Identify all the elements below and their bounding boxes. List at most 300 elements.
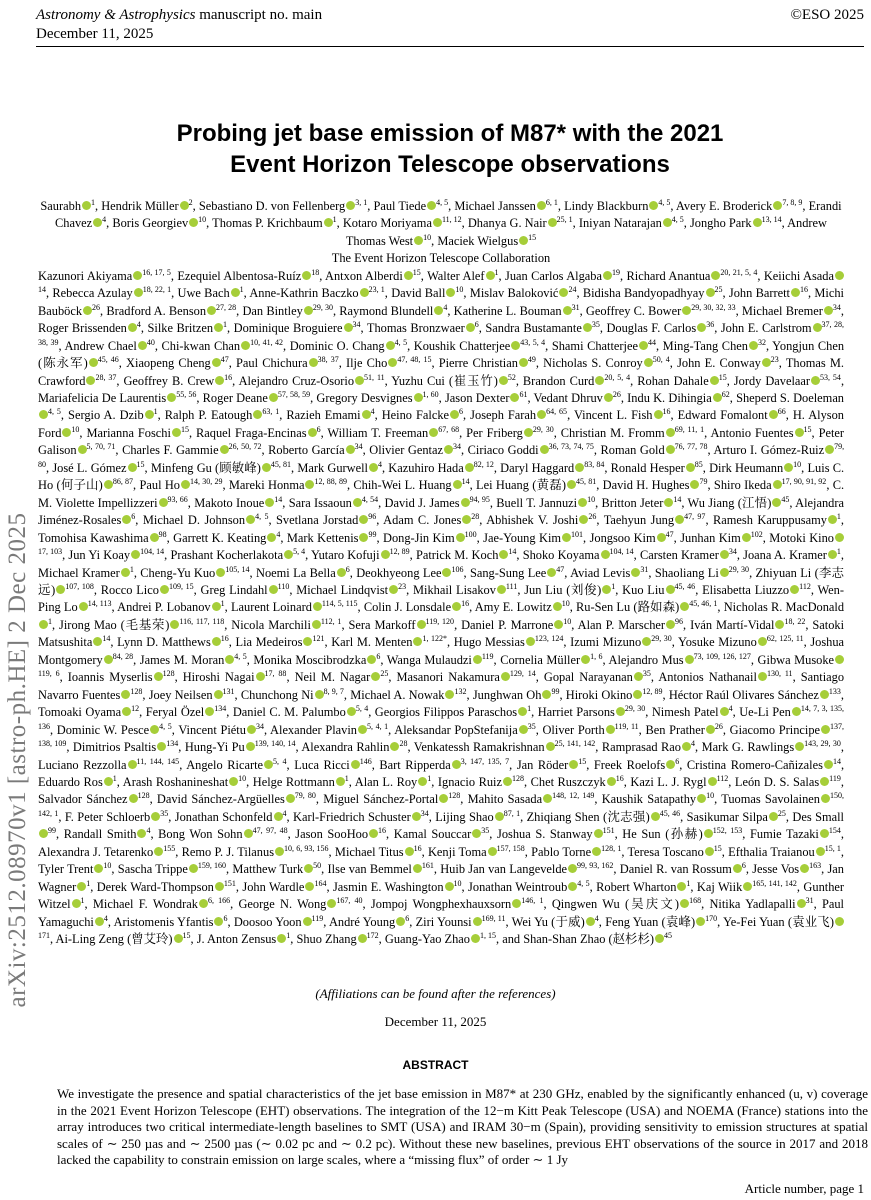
orcid-icon[interactable]	[189, 218, 198, 227]
orcid-icon[interactable]	[212, 637, 221, 646]
author-name: Katherine L. Bouman	[453, 303, 562, 318]
orcid-icon[interactable]	[241, 341, 250, 350]
orcid-icon[interactable]	[337, 568, 346, 577]
affiliation-numbers: 79	[699, 477, 708, 487]
orcid-icon[interactable]	[128, 323, 137, 332]
orcid-icon[interactable]	[697, 794, 706, 803]
orcid-icon[interactable]	[225, 655, 234, 664]
orcid-icon[interactable]	[145, 410, 154, 419]
orcid-icon[interactable]	[835, 655, 844, 664]
orcid-icon[interactable]	[713, 393, 722, 402]
orcid-icon[interactable]	[540, 445, 549, 454]
orcid-icon[interactable]	[303, 917, 312, 926]
orcid-icon[interactable]	[72, 899, 81, 908]
orcid-icon[interactable]	[138, 341, 147, 350]
orcid-icon[interactable]	[434, 306, 443, 315]
orcid-icon[interactable]	[461, 498, 470, 507]
orcid-icon[interactable]	[762, 358, 771, 367]
orcid-icon[interactable]	[433, 218, 442, 227]
orcid-icon[interactable]	[160, 585, 169, 594]
affiliation-numbers: 5, 4	[273, 756, 287, 766]
orcid-icon[interactable]	[710, 376, 719, 385]
author-name: Heino Falcke	[381, 408, 450, 423]
orcid-icon[interactable]	[450, 410, 459, 419]
affiliation-numbers: 17, 88	[264, 669, 287, 679]
orcid-icon[interactable]	[800, 864, 809, 873]
orcid-icon[interactable]	[820, 690, 829, 699]
orcid-icon[interactable]	[473, 655, 482, 664]
orcid-icon[interactable]	[567, 480, 576, 489]
orcid-icon[interactable]	[835, 917, 844, 926]
author-name: Ilse van Bemmel	[327, 862, 412, 877]
orcid-icon[interactable]	[606, 725, 615, 734]
orcid-icon[interactable]	[381, 550, 390, 559]
orcid-icon[interactable]	[445, 882, 454, 891]
orcid-icon[interactable]	[568, 864, 577, 873]
orcid-icon[interactable]	[820, 777, 829, 786]
orcid-icon[interactable]	[705, 847, 714, 856]
orcid-icon[interactable]	[89, 358, 98, 367]
orcid-icon[interactable]	[95, 917, 104, 926]
orcid-icon[interactable]	[720, 707, 729, 716]
orcid-icon[interactable]	[264, 760, 273, 769]
orcid-icon[interactable]	[181, 480, 190, 489]
orcid-icon[interactable]	[418, 777, 427, 786]
orcid-icon[interactable]	[159, 498, 168, 507]
orcid-icon[interactable]	[358, 725, 367, 734]
orcid-icon[interactable]	[524, 428, 533, 437]
affiliation-numbers: 47, 48, 15	[397, 355, 432, 365]
orcid-icon[interactable]	[592, 847, 601, 856]
orcid-icon[interactable]	[427, 201, 436, 210]
orcid-icon[interactable]	[685, 655, 694, 664]
orcid-icon[interactable]	[603, 271, 612, 280]
orcid-icon[interactable]	[39, 829, 48, 838]
orcid-icon[interactable]	[569, 760, 578, 769]
orcid-icon[interactable]	[634, 672, 643, 681]
author-entry	[680, 531, 763, 545]
orcid-icon[interactable]	[412, 812, 421, 821]
orcid-icon[interactable]	[835, 271, 844, 280]
orcid-icon[interactable]	[82, 201, 91, 210]
orcid-icon[interactable]	[274, 812, 283, 821]
author-name: Vincent Piétu	[178, 722, 246, 737]
orcid-icon[interactable]	[697, 323, 706, 332]
orcid-icon[interactable]	[362, 410, 371, 419]
orcid-icon[interactable]	[39, 620, 48, 629]
orcid-icon[interactable]	[77, 882, 86, 891]
orcid-icon[interactable]	[633, 690, 642, 699]
orcid-icon[interactable]	[562, 533, 571, 542]
orcid-icon[interactable]	[78, 445, 87, 454]
orcid-icon[interactable]	[511, 341, 520, 350]
orcid-icon[interactable]	[93, 218, 102, 227]
orcid-icon[interactable]	[122, 515, 131, 524]
orcid-icon[interactable]	[269, 393, 278, 402]
author-entry	[750, 827, 841, 841]
orcid-icon[interactable]	[199, 899, 208, 908]
orcid-icon[interactable]	[346, 201, 355, 210]
orcid-icon[interactable]	[749, 341, 758, 350]
orcid-icon[interactable]	[825, 445, 834, 454]
orcid-icon[interactable]	[269, 585, 278, 594]
orcid-icon[interactable]	[792, 707, 801, 716]
orcid-icon[interactable]	[324, 218, 333, 227]
orcid-icon[interactable]	[579, 515, 588, 524]
orcid-icon[interactable]	[214, 323, 223, 332]
orcid-icon[interactable]	[733, 864, 742, 873]
orcid-icon[interactable]	[128, 463, 137, 472]
orcid-icon[interactable]	[664, 498, 673, 507]
orcid-icon[interactable]	[346, 445, 355, 454]
author-entry	[544, 670, 651, 684]
affiliation-numbers: 161	[421, 861, 434, 871]
orcid-icon[interactable]	[302, 271, 311, 280]
orcid-icon[interactable]	[414, 393, 423, 402]
orcid-icon[interactable]	[275, 847, 284, 856]
orcid-icon[interactable]	[537, 410, 546, 419]
orcid-icon[interactable]	[503, 777, 512, 786]
orcid-icon[interactable]	[216, 568, 225, 577]
affiliation-numbers: 25	[380, 669, 389, 679]
orcid-icon[interactable]	[501, 672, 510, 681]
orcid-icon[interactable]	[129, 794, 138, 803]
orcid-icon[interactable]	[642, 637, 651, 646]
orcid-icon[interactable]	[128, 760, 137, 769]
orcid-icon[interactable]	[797, 899, 806, 908]
orcid-icon[interactable]	[811, 376, 820, 385]
orcid-icon[interactable]	[472, 829, 481, 838]
affiliation-numbers: 1	[239, 285, 244, 295]
author-name: Junhan Kim	[680, 530, 741, 545]
orcid-icon[interactable]	[512, 899, 521, 908]
orcid-icon[interactable]	[499, 376, 508, 385]
affiliation-numbers: 101	[571, 529, 584, 539]
orcid-icon[interactable]	[371, 672, 380, 681]
orcid-icon[interactable]	[413, 864, 422, 873]
orcid-icon[interactable]	[773, 201, 782, 210]
orcid-icon[interactable]	[769, 812, 778, 821]
orcid-icon[interactable]	[389, 585, 398, 594]
orcid-icon[interactable]	[256, 672, 265, 681]
orcid-icon[interactable]	[553, 602, 562, 611]
orcid-icon[interactable]	[150, 725, 159, 734]
orcid-icon[interactable]	[657, 533, 666, 542]
journal-name: Astronomy & Astrophysics	[36, 7, 196, 23]
orcid-icon[interactable]	[439, 794, 448, 803]
orcid-icon[interactable]	[743, 882, 752, 891]
orcid-icon[interactable]	[452, 602, 461, 611]
orcid-icon[interactable]	[360, 288, 369, 297]
orcid-icon[interactable]	[244, 829, 253, 838]
orcid-icon[interactable]	[548, 218, 557, 227]
orcid-icon[interactable]	[369, 829, 378, 838]
orcid-icon[interactable]	[821, 725, 830, 734]
author-name: Mark G. Rawlings	[701, 740, 795, 755]
orcid-icon[interactable]	[835, 533, 844, 542]
orcid-icon[interactable]	[680, 899, 689, 908]
orcid-icon[interactable]	[465, 463, 474, 472]
orcid-icon[interactable]	[253, 410, 262, 419]
orcid-icon[interactable]	[344, 323, 353, 332]
orcid-icon[interactable]	[133, 271, 142, 280]
orcid-icon[interactable]	[180, 201, 189, 210]
orcid-icon[interactable]	[122, 707, 131, 716]
orcid-icon[interactable]	[336, 777, 345, 786]
orcid-icon[interactable]	[720, 550, 729, 559]
orcid-icon[interactable]	[594, 829, 603, 838]
orcid-icon[interactable]	[604, 393, 613, 402]
orcid-icon[interactable]	[157, 742, 166, 751]
orcid-icon[interactable]	[262, 463, 271, 472]
orcid-icon[interactable]	[828, 515, 837, 524]
orcid-icon[interactable]	[405, 847, 414, 856]
orcid-icon[interactable]	[452, 760, 461, 769]
orcid-icon[interactable]	[795, 742, 804, 751]
orcid-icon[interactable]	[704, 829, 713, 838]
author-name: Jae-Young Kim	[483, 530, 562, 545]
orcid-icon[interactable]	[79, 602, 88, 611]
orcid-icon[interactable]	[655, 934, 664, 943]
orcid-icon[interactable]	[666, 585, 675, 594]
orcid-icon[interactable]	[537, 201, 546, 210]
orcid-icon[interactable]	[386, 341, 395, 350]
orcid-icon[interactable]	[212, 358, 221, 367]
orcid-icon[interactable]	[309, 358, 318, 367]
orcid-icon[interactable]	[456, 533, 465, 542]
orcid-icon[interactable]	[639, 341, 648, 350]
orcid-icon[interactable]	[602, 585, 611, 594]
orcid-icon[interactable]	[172, 428, 181, 437]
orcid-icon[interactable]	[568, 882, 577, 891]
orcid-icon[interactable]	[174, 934, 183, 943]
orcid-icon[interactable]	[358, 934, 367, 943]
orcid-icon[interactable]	[313, 602, 322, 611]
orcid-icon[interactable]	[686, 463, 695, 472]
orcid-icon[interactable]	[312, 620, 321, 629]
orcid-icon[interactable]	[286, 794, 295, 803]
orcid-icon[interactable]	[666, 760, 675, 769]
author-name: Dominic W. Pesce	[56, 722, 150, 737]
orcid-icon[interactable]	[359, 515, 368, 524]
author-name: Joseph Farah	[470, 408, 537, 423]
orcid-icon[interactable]	[444, 445, 453, 454]
orcid-icon[interactable]	[284, 550, 293, 559]
orcid-icon[interactable]	[682, 306, 691, 315]
orcid-icon[interactable]	[473, 917, 482, 926]
orcid-icon[interactable]	[563, 306, 572, 315]
author-name: Daniel R. van Rossum	[619, 862, 732, 877]
orcid-icon[interactable]	[466, 323, 475, 332]
orcid-icon[interactable]	[308, 428, 317, 437]
orcid-icon[interactable]	[104, 655, 113, 664]
orcid-icon[interactable]	[396, 917, 405, 926]
orcid-icon[interactable]	[347, 707, 356, 716]
orcid-icon[interactable]	[134, 288, 143, 297]
orcid-icon[interactable]	[205, 707, 214, 716]
orcid-icon[interactable]	[753, 218, 762, 227]
orcid-icon[interactable]	[784, 463, 793, 472]
orcid-icon[interactable]	[220, 445, 229, 454]
orcid-icon[interactable]	[429, 428, 438, 437]
affiliation-numbers: 167, 40	[336, 896, 363, 906]
orcid-icon[interactable]	[654, 410, 663, 419]
orcid-icon[interactable]	[758, 637, 767, 646]
orcid-icon[interactable]	[315, 690, 324, 699]
orcid-icon[interactable]	[453, 480, 462, 489]
orcid-icon[interactable]	[828, 550, 837, 559]
orcid-icon[interactable]	[820, 829, 829, 838]
orcid-icon[interactable]	[578, 498, 587, 507]
orcid-icon[interactable]	[791, 288, 800, 297]
orcid-icon[interactable]	[471, 934, 480, 943]
orcid-icon[interactable]	[519, 358, 528, 367]
orcid-icon[interactable]	[607, 777, 616, 786]
author-entry	[658, 670, 792, 684]
orcid-icon[interactable]	[706, 288, 715, 297]
orcid-icon[interactable]	[131, 550, 140, 559]
affiliation-numbers: 29, 30	[728, 564, 750, 574]
author-entry	[333, 880, 462, 894]
orcid-icon[interactable]	[790, 585, 799, 594]
orcid-icon[interactable]	[104, 777, 113, 786]
orcid-icon[interactable]	[769, 410, 778, 419]
author-name: Brandon Curd	[522, 373, 595, 388]
title-line-1: Probing jet base emission of M87* with the 2021	[176, 120, 724, 147]
orcid-icon[interactable]	[353, 498, 362, 507]
orcid-icon[interactable]	[212, 602, 221, 611]
orcid-icon[interactable]	[821, 794, 830, 803]
author-entry	[289, 496, 378, 510]
orcid-icon[interactable]	[546, 742, 555, 751]
orcid-icon[interactable]	[824, 760, 833, 769]
orcid-icon[interactable]	[367, 655, 376, 664]
orcid-icon[interactable]	[631, 568, 640, 577]
orcid-icon[interactable]	[554, 620, 563, 629]
orcid-icon[interactable]	[795, 428, 804, 437]
orcid-icon[interactable]	[708, 777, 717, 786]
orcid-icon[interactable]	[83, 306, 92, 315]
author-entry	[38, 391, 196, 405]
orcid-icon[interactable]	[773, 480, 782, 489]
affiliation-numbers: 4	[728, 704, 733, 714]
orcid-icon[interactable]	[720, 568, 729, 577]
orcid-icon[interactable]	[526, 637, 535, 646]
orcid-icon[interactable]	[154, 672, 163, 681]
orcid-icon[interactable]	[417, 620, 426, 629]
orcid-icon[interactable]	[575, 463, 584, 472]
orcid-icon[interactable]	[355, 376, 364, 385]
orcid-icon[interactable]	[824, 306, 833, 315]
orcid-icon[interactable]	[414, 236, 423, 245]
affiliation-numbers: 10	[793, 459, 802, 469]
orcid-icon[interactable]	[651, 812, 660, 821]
orcid-icon[interactable]	[816, 847, 825, 856]
orcid-icon[interactable]	[388, 358, 397, 367]
orcid-icon[interactable]	[246, 742, 255, 751]
arxiv-stamp[interactable]: arXiv:2512.08970v1 [astro-ph.HE] 2 Dec 2025	[4, 512, 31, 1008]
orcid-icon[interactable]	[265, 498, 274, 507]
orcid-icon[interactable]	[150, 533, 159, 542]
orcid-icon[interactable]	[488, 847, 497, 856]
orcid-icon[interactable]	[616, 707, 625, 716]
author-name: Nicola Marchili	[231, 617, 311, 632]
orcid-icon[interactable]	[486, 271, 495, 280]
orcid-icon[interactable]	[231, 288, 240, 297]
orcid-icon[interactable]	[246, 515, 255, 524]
author-name: Jesse Vos	[752, 862, 800, 877]
orcid-icon[interactable]	[495, 812, 504, 821]
orcid-icon[interactable]	[543, 794, 552, 803]
orcid-icon[interactable]	[758, 672, 767, 681]
orcid-icon[interactable]	[189, 864, 198, 873]
orcid-icon[interactable]	[666, 445, 675, 454]
orcid-icon[interactable]	[675, 515, 684, 524]
orcid-icon[interactable]	[663, 218, 672, 227]
orcid-icon[interactable]	[304, 306, 313, 315]
orcid-icon[interactable]	[121, 568, 130, 577]
orcid-icon[interactable]	[518, 707, 527, 716]
orcid-icon[interactable]	[666, 620, 675, 629]
orcid-icon[interactable]	[207, 306, 216, 315]
orcid-icon[interactable]	[462, 515, 471, 524]
orcid-icon[interactable]	[215, 882, 224, 891]
orcid-icon[interactable]	[742, 533, 751, 542]
orcid-icon[interactable]	[229, 777, 238, 786]
orcid-icon[interactable]	[547, 568, 556, 577]
orcid-icon[interactable]	[680, 602, 689, 611]
author-entry	[413, 583, 517, 597]
orcid-icon[interactable]	[666, 428, 675, 437]
orcid-icon[interactable]	[583, 323, 592, 332]
orcid-icon[interactable]	[404, 271, 413, 280]
affiliation-numbers: 10	[453, 878, 462, 888]
orcid-icon[interactable]	[351, 760, 360, 769]
orcid-icon[interactable]	[601, 550, 610, 559]
author-name: Alan P. Marscher	[577, 617, 666, 632]
orcid-icon[interactable]	[813, 323, 822, 332]
orcid-icon[interactable]	[369, 463, 378, 472]
affiliation-numbers: 10	[563, 616, 572, 626]
affiliation-numbers: 6	[223, 913, 228, 923]
author-entry	[622, 827, 742, 841]
orcid-icon[interactable]	[151, 812, 160, 821]
orcid-icon[interactable]	[581, 655, 590, 664]
orcid-icon[interactable]	[154, 847, 163, 856]
orcid-icon[interactable]	[696, 917, 705, 926]
orcid-icon[interactable]	[277, 934, 286, 943]
orcid-icon[interactable]	[56, 585, 65, 594]
orcid-icon[interactable]	[706, 725, 715, 734]
orcid-icon[interactable]	[644, 358, 653, 367]
orcid-icon[interactable]	[247, 725, 256, 734]
orcid-icon[interactable]	[519, 725, 528, 734]
orcid-icon[interactable]	[215, 376, 224, 385]
orcid-icon[interactable]	[519, 236, 528, 245]
orcid-icon[interactable]	[586, 917, 595, 926]
header-divider	[36, 46, 864, 47]
author-name: Sascha Trippe	[117, 862, 188, 877]
author-entry	[68, 408, 158, 422]
header-date: December 11, 2025	[36, 26, 154, 42]
orcid-icon[interactable]	[497, 585, 506, 594]
orcid-icon[interactable]	[682, 742, 691, 751]
orcid-icon[interactable]	[214, 690, 223, 699]
orcid-icon[interactable]	[104, 480, 113, 489]
orcid-icon[interactable]	[167, 393, 176, 402]
orcid-icon[interactable]	[304, 864, 313, 873]
orcid-icon[interactable]	[39, 410, 48, 419]
